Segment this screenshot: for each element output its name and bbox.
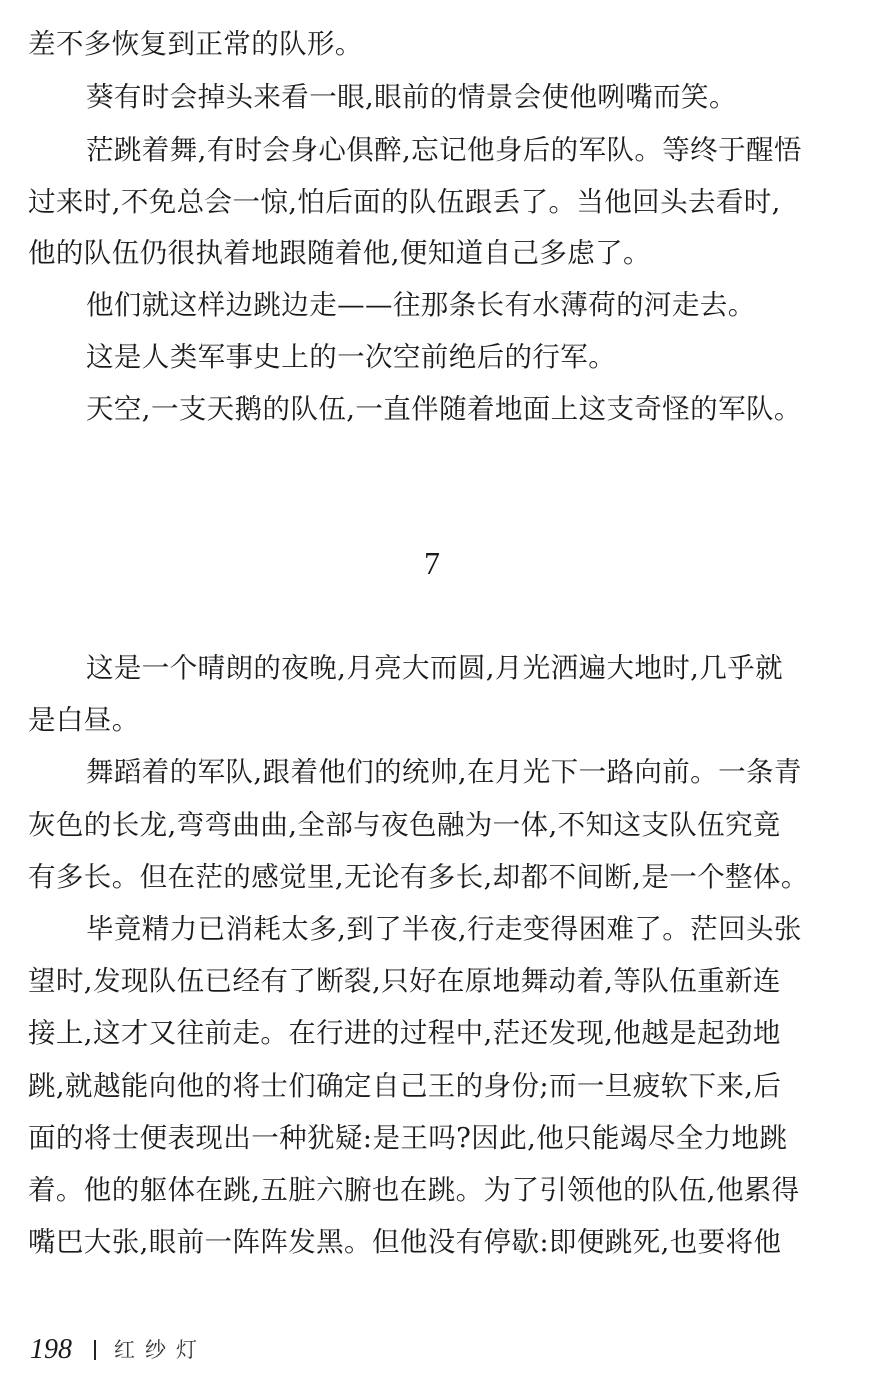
text-line: 接上,这才又往前走。在行进的过程中,茫还发现,他越是起劲地 [28,1017,781,1049]
chapter-number: 7 [424,545,440,581]
text-line: 茫跳着舞,有时会身心俱醉,忘记他身后的军队。等终于醒悟 [86,134,802,166]
text-line: 天空,一支天鹅的队伍,一直伴随着地面上这支奇怪的军队。 [86,393,802,425]
text-line: 葵有时会掉头来看一眼,眼前的情景会使他咧嘴而笑。 [86,81,737,113]
text-line: 他的队伍仍很执着地跟随着他,便知道自己多虑了。 [28,237,651,269]
text-line: 灰色的长龙,弯弯曲曲,全部与夜色融为一体,不知这支队伍究竟 [28,809,781,841]
text-line: 有多长。但在茫的感觉里,无论有多长,却都不间断,是一个整体。 [28,861,809,893]
text-line: 嘴巴大张,眼前一阵阵发黑。但他没有停歇:即便跳死,也要将他 [28,1226,782,1258]
footer-divider [94,1340,96,1360]
text-line: 差不多恢复到正常的队形。 [28,28,363,60]
text-line: 是白昼。 [28,704,140,736]
text-line: 舞蹈着的军队,跟着他们的统帅,在月光下一路向前。一条青 [86,756,802,788]
text-line: 跳,就越能向他的将士们确定自己王的身份;而一旦疲软下来,后 [28,1070,782,1102]
text-line: 这是人类军事史上的一次空前绝后的行军。 [86,341,617,373]
page-footer [30,1334,207,1366]
book-title: 红纱灯 [114,1338,207,1362]
text-line: 面的将士便表现出一种犹疑:是王吗?因此,他只能竭尽全力地跳 [28,1122,788,1154]
text-line: 他们就这样边跳边走——往那条长有水薄荷的河走去。 [86,289,756,321]
text-line: 着。他的躯体在跳,五脏六腑也在跳。为了引领他的队伍,他累得 [28,1174,800,1206]
text-line: 这是一个晴朗的夜晚,月亮大而圆,月光洒遍大地时,几乎就 [86,652,784,684]
text-line: 毕竟精力已消耗太多,到了半夜,行走变得困难了。茫回头张 [86,913,802,945]
text-line: 望时,发现队伍已经有了断裂,只好在原地舞动着,等队伍重新连 [28,965,781,997]
text-line: 过来时,不免总会一惊,怕后面的队伍跟丢了。当他回头去看时, [28,186,781,218]
page-number: 198 [30,1334,72,1365]
